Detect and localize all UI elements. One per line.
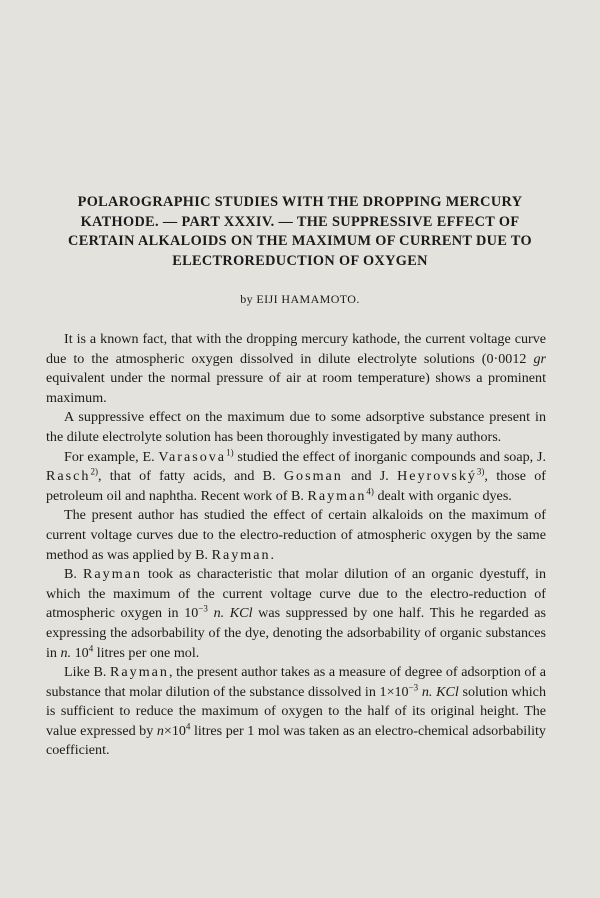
text-run: ×10 (163, 722, 186, 739)
paragraph (46, 448, 546, 507)
text-run: litres per 1 mol was taken as an electro-chemical adsorbability coefficient. (46, 722, 546, 759)
footnote-marker: −3 (408, 682, 419, 692)
text-run: litres per one mol. (93, 644, 200, 661)
text-run: A suppressive effect on the maximum due to some adsorptive substance present in the dilute electrolyte solution has been thoroughly investigated by many authors. (46, 409, 546, 445)
author-name: Rayman (110, 664, 169, 681)
author-name: Rayman (307, 487, 367, 504)
text-run: B. (64, 566, 83, 583)
author-name: Heyrovský (397, 468, 477, 485)
italic-text: n. KCl (421, 683, 459, 700)
author-byline: by EIJI HAMAMOTO. (240, 292, 360, 306)
text-run: was suppressed by one half. This he regarded as expressing the adsorbability of the dye, denoting the adsorbability of organic substances in (46, 605, 547, 661)
italic-text: n. (60, 644, 72, 661)
text-run: took as characteristic that molar dilution of an organic dyestuff, in which the maximum of the current voltage curve due to the electro-reduction of atmospheric oxygen in 10 (46, 566, 546, 622)
text-run: 10 (71, 644, 89, 661)
paragraph (46, 663, 546, 761)
paragraph (46, 506, 546, 565)
text-run: and J. (342, 468, 398, 485)
footnote-marker: 4 (88, 642, 94, 653)
footnote-marker: 4 (185, 721, 191, 732)
author-name: Rayman (211, 546, 271, 563)
italic-text: gr (533, 350, 546, 367)
text-run: , the present author takes as a measure of degree of adsorption of a substance that molar dilution of the substance dissolved in 1×10 (46, 664, 546, 700)
author-name: Varasova (158, 448, 227, 465)
text-run: Like B. (64, 664, 111, 681)
text-run: dealt with organic dyes. (373, 487, 512, 504)
italic-text: n. KCl (213, 605, 253, 622)
footnote-marker: 3) (476, 466, 485, 477)
footnote-marker: 4) (366, 486, 374, 497)
author-name: Rayman (83, 566, 142, 583)
author-name: Gosman (283, 468, 343, 485)
text-run: It is a known fact, that with the dropping mercury kathode, the current voltage curve due to the atmospheric oxygen dissolved in dilute electrolyte solutions (0·0012 (46, 331, 546, 367)
text-run: studied the effect of inorganic compounds and soap, J. (233, 448, 546, 465)
footnote-marker: −3 (198, 603, 208, 614)
paragraph (46, 408, 546, 447)
text-run: The present author has studied the effect of certain alkaloids on the maximum of current voltage curves due to the electro-reduction of atmospheric oxygen by the same method as was applied by B. (46, 507, 546, 563)
text-run: , those of petroleum oil and naphtha. Recent work of B. (46, 468, 546, 504)
text-run: , that of fatty acids, and B. (97, 468, 284, 485)
text-run: . (270, 546, 275, 563)
paragraph (46, 330, 546, 408)
text-run: solution which is sufficient to reduce the maximum of oxygen to the half of its original height. The value expressed by (46, 683, 546, 739)
author-name: Rasch (46, 468, 91, 485)
article-body (46, 330, 546, 761)
text-run: For example, E. (64, 448, 159, 465)
footnote-marker: 2) (90, 466, 98, 477)
text-run: equivalent under the normal pressure of air at room temperature) shows a prominent maximum. (46, 370, 546, 406)
footnote-marker: 1) (226, 446, 234, 457)
article-title: POLAROGRAPHIC STUDIES WITH THE DROPPING MERCURY KATHODE. — PART XXXIV. — THE SUPPRESSIVE EFFECT OF CERTAIN ALKALOIDS ON THE MAXIMUM OF CURRENT DUE TO ELECTROREDUCTION OF OXYGEN (68, 194, 532, 269)
paragraph (46, 565, 546, 663)
italic-text: n (156, 722, 164, 739)
